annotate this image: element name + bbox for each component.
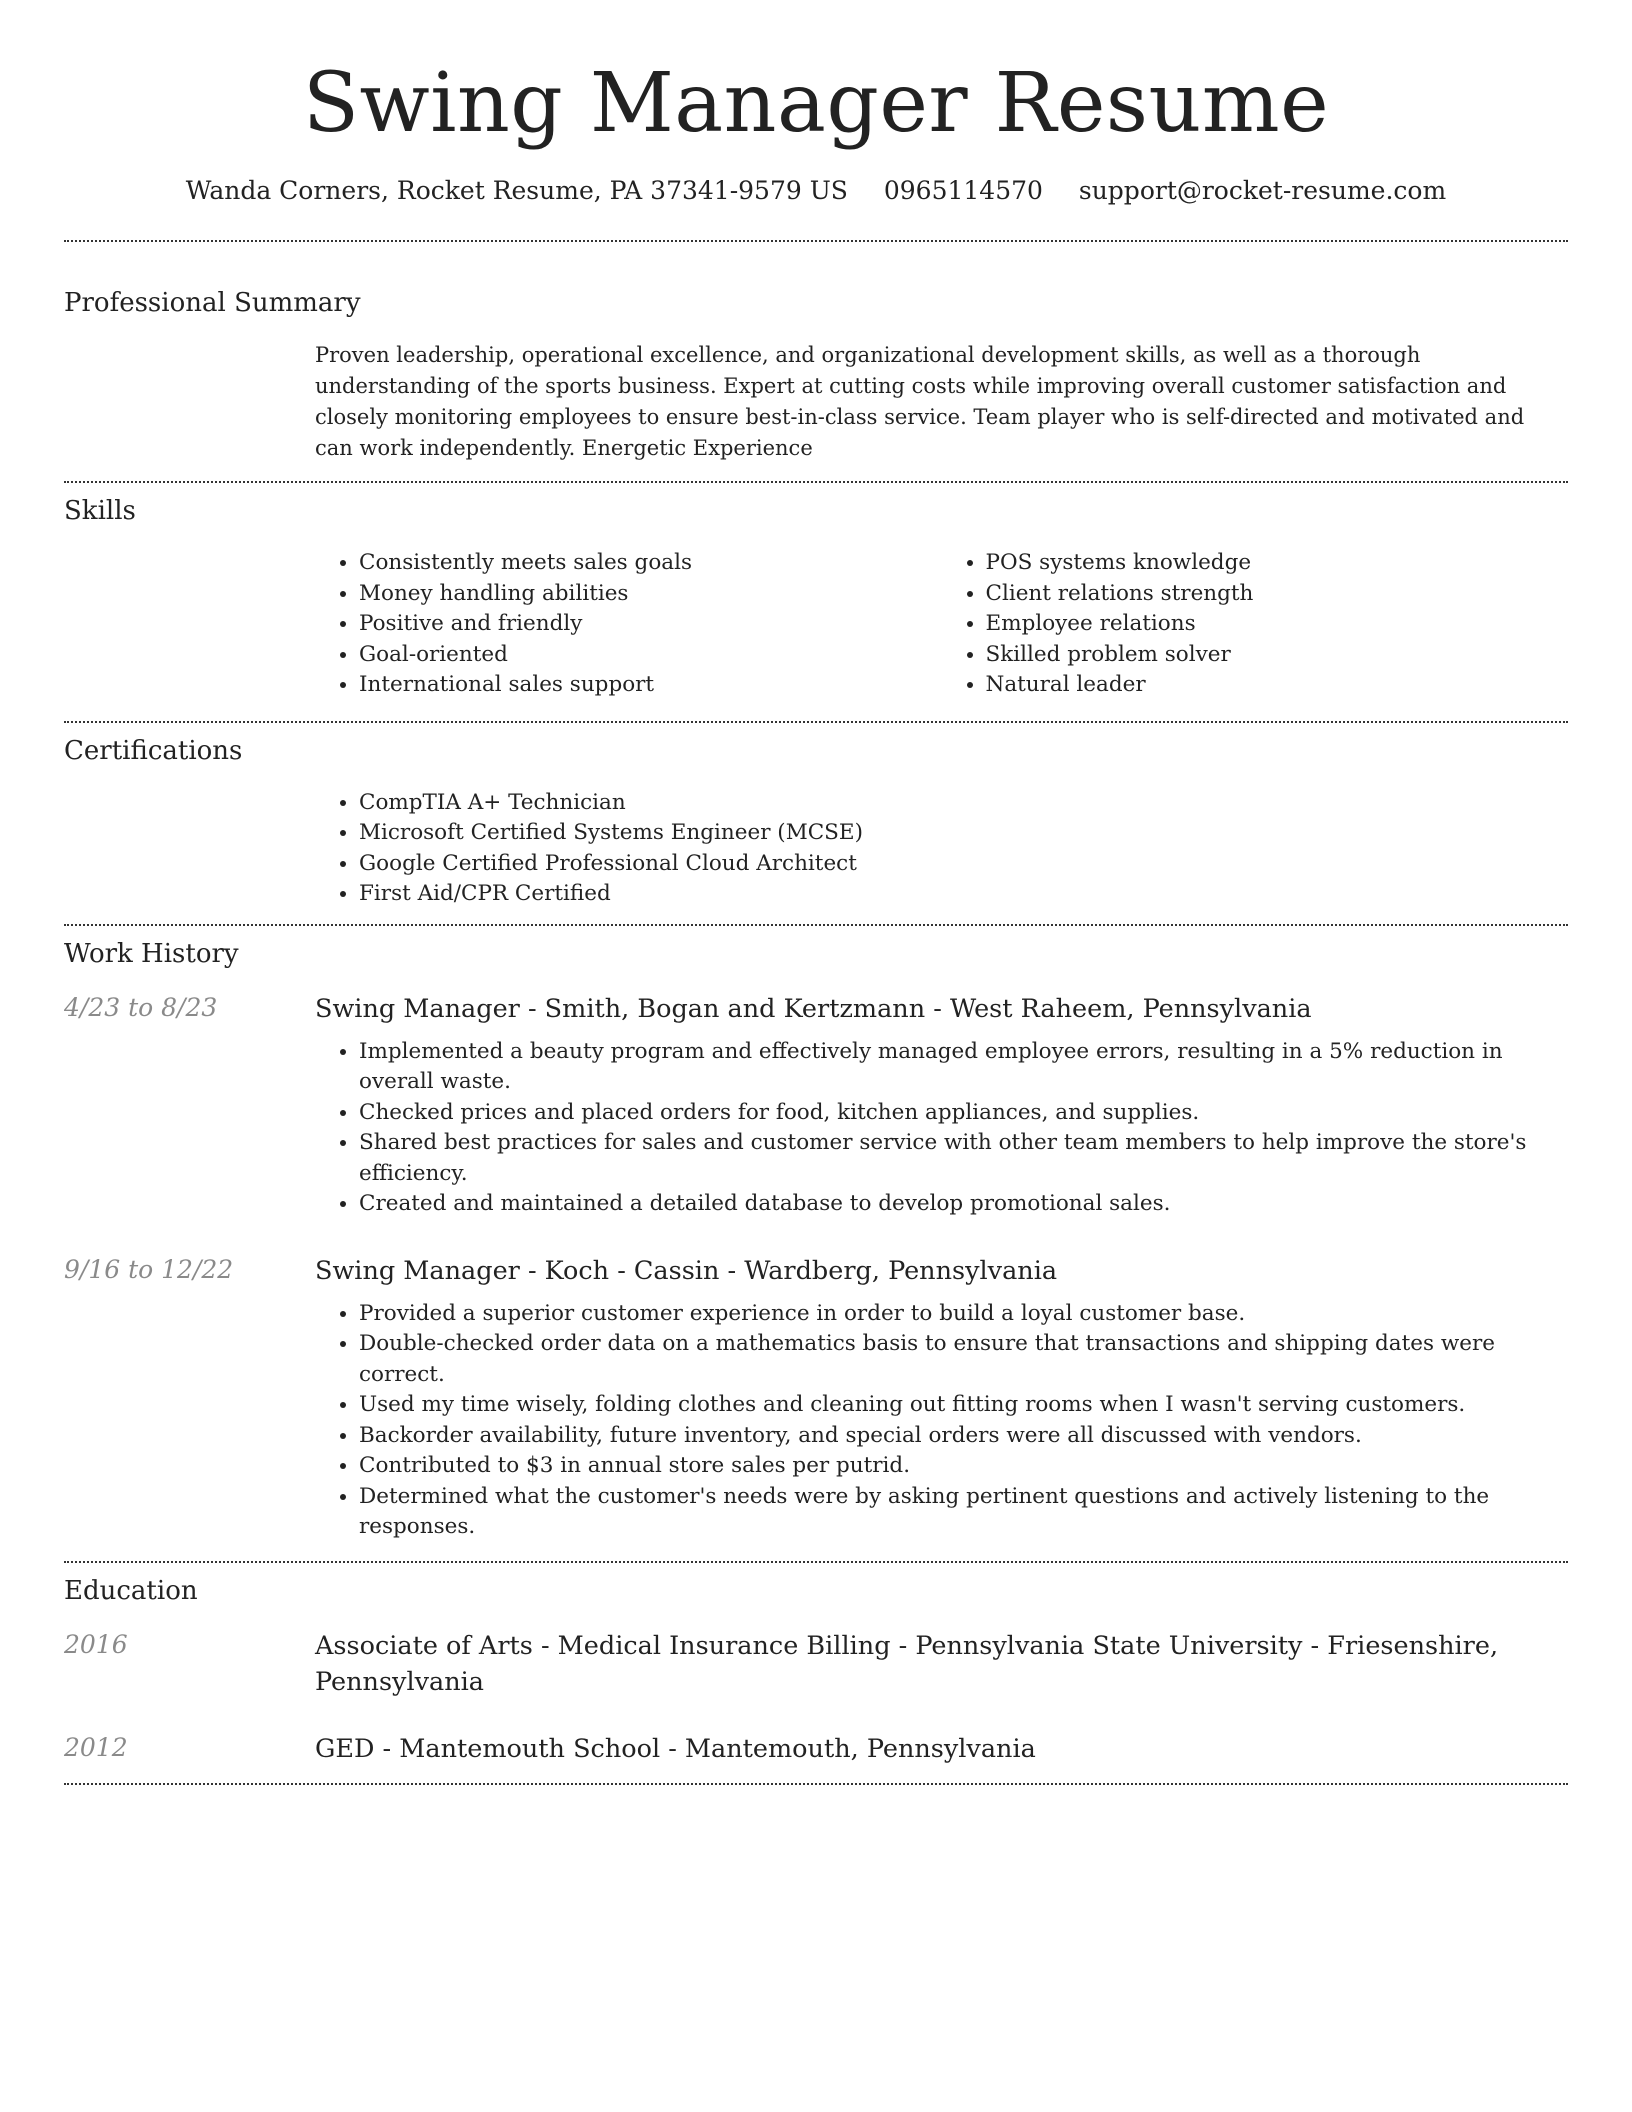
summary-text: Proven leadership, operational excellence, and organizational development skills, as well as a thorough understanding of the sports business. Expert at cutting costs while improving overall customer satisfaction and closely monitoring employees to ensure best-in-class service. Team player who is self-directed and motivated and can work independently. Energetic Experience — [315, 343, 1525, 460]
section-heading: Education — [64, 1575, 198, 1606]
job-entry — [64, 991, 1568, 1220]
list-item: • Determined what the customer's needs were by asking pertinent questions and actively listening to the responses. — [359, 1482, 1568, 1543]
list-item: • Microsoft Certified Systems Engineer (MCSE) — [359, 818, 1568, 849]
divider — [64, 924, 1568, 926]
contact-address: Wanda Corners, Rocket Resume, PA 37341-9579 US — [185, 176, 848, 205]
divider — [64, 481, 1568, 483]
section-heading: Certifications — [64, 735, 243, 766]
work-history-section — [64, 937, 1568, 1543]
list-item: • Used my time wisely, folding clothes and cleaning out fitting rooms when I wasn't serving customers. — [359, 1390, 1568, 1421]
skills-section — [64, 494, 1568, 701]
job-bullets — [315, 1299, 1568, 1543]
education-year: 2012 — [64, 1732, 128, 1762]
education-entry — [64, 1628, 1568, 1700]
resume-page — [64, 0, 1568, 1785]
list-item: • Implemented a beauty program and effectively managed employee errors, resulting in a 5% reduction in overall waste. — [359, 1037, 1568, 1098]
list-item: • Created and maintained a detailed database to develop promotional sales. — [359, 1189, 1568, 1220]
list-item: • Contributed to $3 in annual store sales per putrid. — [359, 1451, 1568, 1482]
divider — [64, 1561, 1568, 1563]
contact-line — [64, 174, 1568, 208]
skills-column-left — [315, 548, 942, 701]
divider — [64, 240, 1568, 242]
section-heading: Professional Summary — [64, 288, 361, 318]
divider — [64, 1783, 1568, 1785]
list-item: • CompTIA A+ Technician — [359, 788, 1568, 819]
list-item: • Provided a superior customer experience in order to build a loyal customer base. — [359, 1299, 1568, 1330]
job-bullet-list — [315, 1037, 1568, 1220]
certifications-list — [315, 788, 1568, 910]
list-item: • Client relations strength — [986, 579, 1569, 610]
contact-phone: 0965114570 — [883, 176, 1043, 205]
certifications-section — [64, 734, 1568, 910]
list-item: • Goal-oriented — [359, 640, 942, 671]
job-title: Swing Manager - Smith, Bogan and Kertzmann - West Raheem, Pennsylvania — [315, 993, 1312, 1024]
certifications-bullets — [315, 788, 1568, 910]
education-entry — [64, 1731, 1568, 1767]
summary-section — [64, 286, 1568, 464]
job-title: Swing Manager - Koch - Cassin - Wardberg, Pennsylvania — [315, 1255, 1058, 1286]
skills-column-right — [942, 548, 1569, 701]
list-item: • Positive and friendly — [359, 609, 942, 640]
job-bullets — [315, 1037, 1568, 1220]
education-section — [64, 1574, 1568, 1767]
education-detail: Associate of Arts - Medical Insurance Billing - Pennsylvania State University - Friesenshire, Pennsylvania — [315, 1630, 1499, 1697]
list-item: • International sales support — [359, 670, 942, 701]
contact-email: support@rocket-resume.com — [1078, 176, 1447, 205]
list-item: • Backorder availability, future inventory, and special orders were all discussed with vendors. — [359, 1421, 1568, 1452]
list-item: • Checked prices and placed orders for food, kitchen appliances, and supplies. — [359, 1098, 1568, 1129]
list-item: • Skilled problem solver — [986, 640, 1569, 671]
job-dates: 9/16 to 12/22 — [64, 1254, 234, 1284]
section-heading: Skills — [64, 496, 136, 526]
divider — [64, 721, 1568, 723]
education-detail: GED - Mantemouth School - Mantemouth, Pennsylvania — [315, 1733, 1036, 1764]
job-dates: 4/23 to 8/23 — [64, 992, 218, 1022]
list-item: • Double-checked order data on a mathematics basis to ensure that transactions and shipping dates were correct. — [359, 1329, 1568, 1390]
list-item: • Shared best practices for sales and customer service with other team members to help improve the store's efficiency. — [359, 1128, 1568, 1189]
resume-title: Swing Manager Resume — [302, 56, 1330, 151]
skills-list — [315, 548, 1568, 701]
list-item: • Money handling abilities — [359, 579, 942, 610]
section-heading: Work History — [64, 938, 239, 969]
list-item: • First Aid/CPR Certified — [359, 879, 1568, 910]
education-year: 2016 — [64, 1629, 128, 1659]
resume-header — [64, 56, 1568, 208]
job-bullet-list — [315, 1299, 1568, 1543]
list-item: • Consistently meets sales goals — [359, 548, 942, 579]
list-item: • Employee relations — [986, 609, 1569, 640]
list-item: • Google Certified Professional Cloud Architect — [359, 849, 1568, 880]
job-entry — [64, 1253, 1568, 1543]
list-item: • Natural leader — [986, 670, 1569, 701]
list-item: • POS systems knowledge — [986, 548, 1569, 579]
